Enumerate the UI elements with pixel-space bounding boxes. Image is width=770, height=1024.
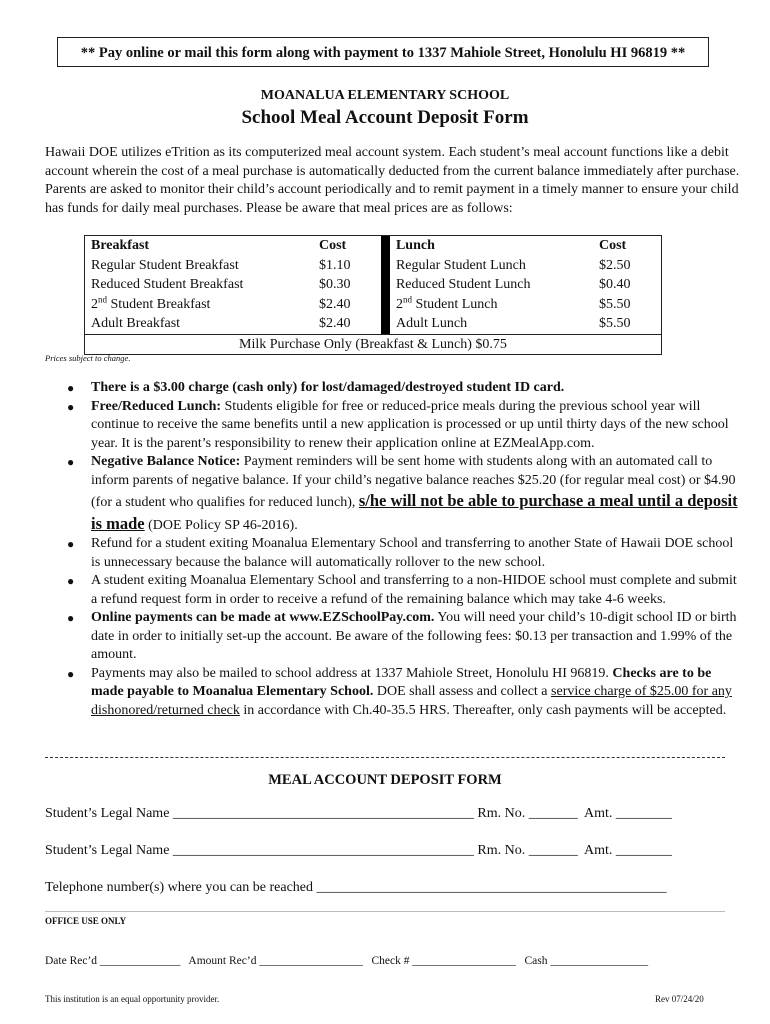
breakfast-item: Adult Breakfast	[91, 316, 181, 331]
amount-field[interactable]: ________	[615, 843, 672, 858]
lunch-item: Adult Lunch	[395, 316, 468, 331]
breakfast-cost: $0.30	[318, 277, 351, 292]
lunch-header: Lunch	[395, 238, 435, 253]
milk-row	[85, 334, 662, 355]
equal-opportunity-note: This institution is an equal opportunity provider.	[45, 994, 220, 1004]
phone-row: Telephone number(s) where you can be reached __________________________________________________	[45, 880, 667, 895]
table-row	[85, 295, 662, 315]
policy-list	[45, 379, 745, 720]
meal-price-table	[84, 235, 662, 355]
lunch-cost: $5.50	[599, 316, 631, 331]
lunch-item: Reduced Student Lunch	[395, 277, 531, 292]
breakfast-header: Breakfast	[91, 238, 150, 253]
breakfast-cost: $2.40	[318, 296, 351, 312]
list-item: ● Negative Balance Notice: Payment reminders will be sent home with students along with an automated call to inform parents of negative balance. If your child’s negative balance reaches $25.20 (for regular meal cost) or $4.90 (for a student who qualifies for reduced lunch), s/he will not be able to purchase a meal until a deposit is made (DOE Policy SP 46-2016).	[67, 454, 738, 533]
revision-date: Rev 07/24/20	[655, 994, 704, 1004]
lunch-cost: $5.50	[599, 296, 631, 312]
room-number-field[interactable]: _______	[528, 806, 578, 821]
price-table-header	[85, 236, 662, 256]
lunch-cost: $0.40	[599, 277, 631, 292]
telephone-field[interactable]: __________________________________________________	[316, 880, 667, 895]
student-row-2: Student’s Legal Name ___________________________________________ Rm. No. _______ Amt. ________	[45, 843, 672, 858]
milk-price: Milk Purchase Only (Breakfast & Lunch) $0.75	[85, 334, 662, 355]
table-row	[85, 256, 662, 276]
cut-line	[45, 757, 725, 758]
list-item: ● Online payments can be made at www.EZSchoolPay.com. You will need your child’s 10-digit school ID or birth date in order to initially set-up the account. Be aware of the following fees: $0.13 per transaction and 1.99% of the amount.	[67, 610, 737, 662]
payment-banner: ** Pay online or mail this form along with payment to 1337 Mahiole Street, Honolulu HI 96819 **	[57, 37, 709, 67]
prices-note: Prices subject to change.	[45, 353, 131, 363]
lunch-item: 2nd Student Lunch	[395, 293, 498, 312]
list-item: ● There is a $3.00 charge (cash only) for lost/damaged/destroyed student ID card.	[67, 380, 565, 395]
breakfast-cost-header: Cost	[318, 238, 347, 253]
list-item: ● Free/Reduced Lunch: Students eligible for free or reduced-price meals during the previous school year will continue to receive the same benefits until a new application is processed or up until thirty days of the new school year. It is the parent’s responsibility to renew their application online at EZMealApp.com.	[67, 398, 729, 451]
list-item: ● A student exiting Moanalua Elementary School and transferring to a non-HIDOE school must complete and submit a refund request form in order to receive a refund of the remaining balance which may take 4-6 weeks.	[67, 573, 737, 607]
breakfast-item: Regular Student Breakfast	[91, 257, 239, 273]
list-item: ● Refund for a student exiting Moanalua Elementary School and transferring to another State of Hawaii DOE school is unnecessary because the balance will automatically rollover to the new school.	[67, 536, 734, 570]
student-name-field[interactable]: ___________________________________________	[172, 806, 474, 821]
table-row	[85, 275, 662, 295]
breakfast-cost: $2.40	[318, 316, 351, 331]
lunch-item: Regular Student Lunch	[395, 257, 526, 273]
student-name-field[interactable]: ___________________________________________	[172, 843, 474, 858]
lunch-cost: $2.50	[599, 257, 631, 273]
amount-field[interactable]: ________	[615, 806, 672, 821]
date-received-field[interactable]: ______________	[99, 955, 181, 967]
breakfast-item: Reduced Student Breakfast	[91, 277, 244, 292]
office-use-label: OFFICE USE ONLY	[45, 916, 127, 926]
school-name: MOANALUA ELEMENTARY SCHOOL	[260, 88, 510, 103]
breakfast-item: 2nd Student Breakfast	[91, 293, 211, 312]
room-number-field[interactable]: _______	[528, 843, 578, 858]
form-title: School Meal Account Deposit Form	[241, 107, 529, 128]
office-row: Date Rec’d ______________ Amount Rec’d __________________ Check # __________________ Cash _________________	[45, 955, 649, 967]
lunch-cost-header: Cost	[599, 238, 627, 253]
check-number-field[interactable]: __________________	[412, 955, 516, 967]
table-divider	[381, 236, 390, 335]
student-row-1: Student’s Legal Name ___________________________________________ Rm. No. _______ Amt. ________	[45, 806, 672, 821]
cash-field[interactable]: _________________	[550, 955, 649, 967]
list-item: ● Payments may also be mailed to school address at 1337 Mahiole Street, Honolulu HI 96819. Checks are to be made payable to Moanalua Elementary School. DOE shall assess and collect a service charge of $25.00 for any dishonored/returned check in accordance with Ch.40-35.5 HRS. Thereafter, only cash payments will be accepted.	[67, 665, 732, 718]
table-row	[85, 314, 662, 334]
intro-paragraph: Hawaii DOE utilizes eTrition as its computerized meal account system. Each student’s meal account functions like a debit account wherein the cost of a meal purchase is automatically deducted from the current balance immediately after purchase. Parents are asked to monitor their child’s account periodically and to remit payment in a timely manner to ensure your child has funds for daily meal purchases. Please be aware that meal prices are as follows:	[45, 145, 740, 216]
breakfast-cost: $1.10	[318, 257, 351, 273]
deposit-form-title: MEAL ACCOUNT DEPOSIT FORM	[268, 772, 502, 788]
amount-received-field[interactable]: __________________	[259, 955, 363, 967]
divider	[45, 911, 725, 912]
